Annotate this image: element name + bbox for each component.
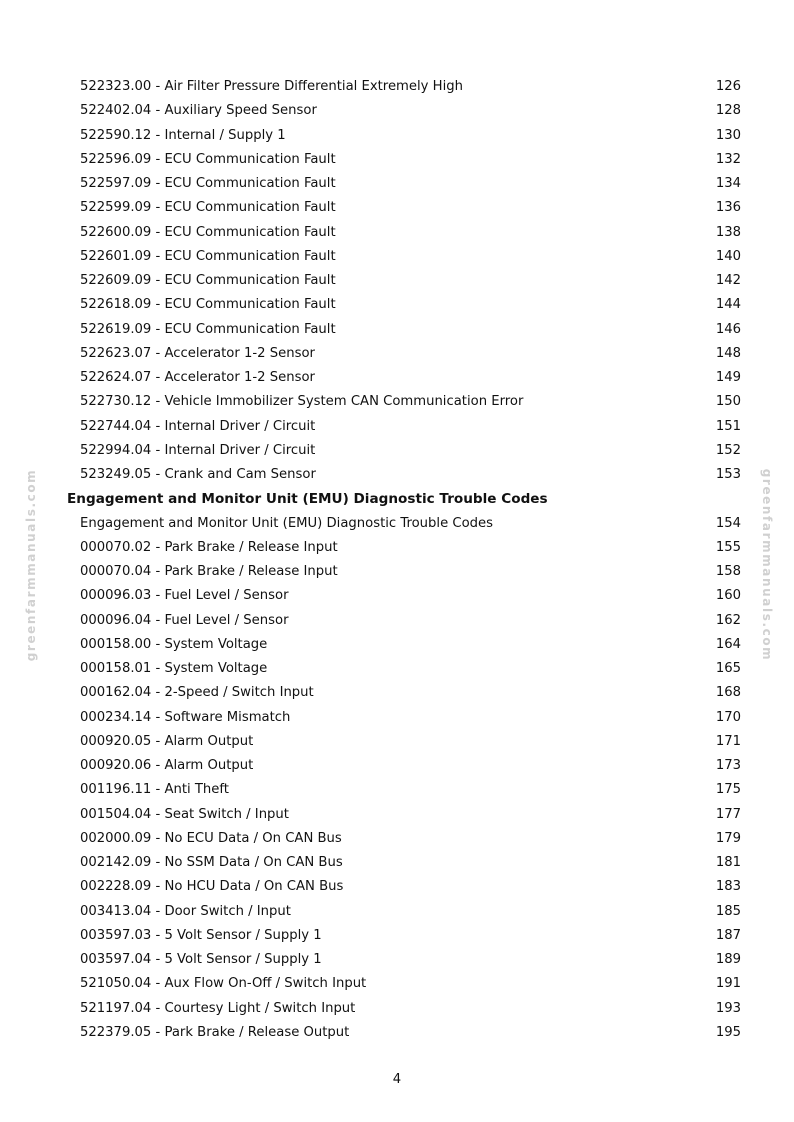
toc-entry-title: 522590.12 - Internal / Supply 1	[80, 127, 286, 143]
toc-entry-page: 142	[715, 273, 741, 288]
toc-entry-title: 522323.00 - Air Filter Pressure Differential Extremely High	[80, 79, 463, 94]
toc-entry-page: 171	[715, 733, 741, 749]
toc-entry[interactable]	[0, 633, 794, 657]
toc-entry-page: 154	[715, 515, 741, 531]
toc-entry[interactable]	[0, 560, 794, 584]
toc-entry-page: 191	[715, 976, 741, 992]
toc-entry[interactable]	[0, 221, 794, 245]
toc-entry[interactable]	[0, 584, 794, 608]
toc-entry-page: 175	[715, 782, 741, 798]
toc-entry-title: 521050.04 - Aux Flow On-Off / Switch Input	[80, 976, 367, 992]
toc-entry[interactable]	[0, 778, 794, 802]
toc-entry[interactable]	[0, 99, 794, 123]
toc-entry-title: 000162.04 - 2-Speed / Switch Input	[80, 685, 314, 701]
toc-entry-title: 522623.07 - Accelerator 1-2 Sensor	[80, 345, 315, 361]
table-of-contents	[0, 75, 794, 1045]
toc-entry-page: 170	[715, 709, 741, 725]
toc-entry-page: 177	[715, 806, 741, 822]
toc-entry-page: 132	[715, 151, 741, 167]
toc-entry[interactable]	[0, 196, 794, 220]
toc-entry[interactable]	[0, 124, 794, 148]
toc-entry-title: 000234.14 - Software Mismatch	[80, 709, 291, 725]
toc-entry-page: 148	[715, 345, 741, 361]
toc-entry-title: 000096.03 - Fuel Level / Sensor	[80, 588, 289, 604]
page-number: 4	[392, 1072, 402, 1087]
toc-entry[interactable]	[0, 148, 794, 172]
toc-entry-title: 003413.04 - Door Switch / Input	[80, 903, 291, 919]
toc-entry-title: 000070.02 - Park Brake / Release Input	[80, 539, 338, 555]
toc-entry-title: 522596.09 - ECU Communication Fault	[80, 151, 336, 167]
toc-entry-title: 003597.04 - 5 Volt Sensor / Supply 1	[80, 952, 322, 967]
toc-entry-page: 153	[715, 467, 741, 482]
toc-entry[interactable]	[0, 851, 794, 875]
toc-entry-page: 144	[715, 297, 741, 313]
toc-entry-title: 002000.09 - No ECU Data / On CAN Bus	[80, 830, 342, 846]
toc-entry-page: 155	[715, 539, 741, 555]
toc-entry-title: Engagement and Monitor Unit (EMU) Diagnostic Trouble Codes	[80, 515, 494, 531]
toc-entry-page: 152	[715, 442, 741, 458]
toc-entry[interactable]	[0, 536, 794, 560]
toc-entry-title: 521197.04 - Courtesy Light / Switch Input	[80, 1000, 356, 1016]
toc-entry-title: 522730.12 - Vehicle Immobilizer System CAN Communication Error	[80, 394, 524, 410]
toc-entry-page: 187	[715, 927, 741, 943]
toc-entry-title: 001196.11 - Anti Theft	[80, 782, 229, 798]
toc-section-heading	[0, 487, 794, 511]
toc-entry[interactable]	[0, 875, 794, 899]
toc-entry-title: 522609.09 - ECU Communication Fault	[80, 273, 336, 288]
toc-entry-title: 522994.04 - Internal Driver / Circuit	[80, 442, 316, 458]
toc-entry-page: 183	[715, 879, 741, 895]
toc-entry[interactable]	[0, 681, 794, 705]
toc-entry-page: 164	[715, 636, 741, 652]
toc-entry-title: 000070.04 - Park Brake / Release Input	[80, 564, 338, 579]
toc-entry[interactable]	[0, 827, 794, 851]
toc-entry-page: 189	[715, 952, 741, 967]
toc-entry[interactable]	[0, 609, 794, 633]
toc-entry-title: 522618.09 - ECU Communication Fault	[80, 297, 336, 313]
toc-entry-title: 522599.09 - ECU Communication Fault	[80, 200, 336, 216]
toc-entry[interactable]	[0, 512, 794, 536]
toc-entry-title: 522624.07 - Accelerator 1-2 Sensor	[80, 370, 315, 385]
toc-entry-page: 165	[715, 661, 741, 676]
toc-entry[interactable]	[0, 924, 794, 948]
toc-entry-page: 168	[715, 685, 741, 701]
toc-entry-page: 185	[715, 903, 741, 919]
toc-entry[interactable]	[0, 463, 794, 487]
toc-entry[interactable]	[0, 754, 794, 778]
toc-entry-title: 522601.09 - ECU Communication Fault	[80, 248, 336, 264]
toc-entry-title: 522619.09 - ECU Communication Fault	[80, 321, 336, 337]
toc-entry-title: 523249.05 - Crank and Cam Sensor	[80, 467, 316, 482]
toc-entry-page: 126	[715, 79, 741, 94]
toc-entry-title: 000096.04 - Fuel Level / Sensor	[80, 612, 289, 628]
watermark-right: greenfarmmanuals.com	[760, 468, 774, 662]
toc-entry-title: 000158.01 - System Voltage	[80, 661, 268, 676]
toc-entry[interactable]	[0, 269, 794, 293]
toc-entry-title: Engagement and Monitor Unit (EMU) Diagnostic Trouble Codes	[67, 491, 548, 508]
toc-entry-page: 128	[715, 103, 741, 119]
toc-entry[interactable]	[0, 803, 794, 827]
toc-entry[interactable]	[0, 972, 794, 996]
toc-entry[interactable]	[0, 900, 794, 924]
toc-entry[interactable]	[0, 245, 794, 269]
toc-entry-page: 149	[715, 370, 741, 385]
toc-entry-page: 173	[715, 758, 741, 773]
toc-entry-page: 130	[715, 127, 741, 143]
toc-entry-title: 003597.03 - 5 Volt Sensor / Supply 1	[80, 927, 322, 943]
toc-entry[interactable]	[0, 948, 794, 972]
toc-entry-title: 522744.04 - Internal Driver / Circuit	[80, 418, 316, 434]
toc-entry[interactable]	[0, 730, 794, 754]
toc-entry[interactable]	[0, 706, 794, 730]
toc-entry-page: 140	[715, 248, 741, 264]
toc-entry-title: 000920.05 - Alarm Output	[80, 733, 254, 749]
toc-entry-page: 162	[715, 612, 741, 628]
toc-entry-title: 000920.06 - Alarm Output	[80, 758, 254, 773]
toc-entry-page: 195	[715, 1024, 741, 1040]
toc-entry[interactable]	[0, 75, 794, 99]
toc-entry-title: 522600.09 - ECU Communication Fault	[80, 224, 336, 240]
toc-entry-title: 522379.05 - Park Brake / Release Output	[80, 1024, 350, 1040]
toc-entry-page: 138	[715, 224, 741, 240]
toc-entry[interactable]	[0, 318, 794, 342]
toc-entry-page: 179	[715, 830, 741, 846]
toc-entry[interactable]	[0, 1021, 794, 1045]
toc-entry-page: 181	[715, 855, 741, 870]
toc-entry-title: 000158.00 - System Voltage	[80, 636, 268, 652]
toc-entry[interactable]	[0, 415, 794, 439]
toc-entry[interactable]	[0, 172, 794, 196]
toc-entry[interactable]	[0, 390, 794, 414]
toc-entry-page: 151	[715, 418, 741, 434]
toc-entry[interactable]	[0, 366, 794, 390]
toc-entry[interactable]	[0, 657, 794, 681]
toc-entry-page: 150	[715, 394, 741, 410]
toc-entry-title: 522597.09 - ECU Communication Fault	[80, 176, 336, 191]
toc-entry[interactable]	[0, 997, 794, 1021]
toc-entry[interactable]	[0, 439, 794, 463]
toc-entry-title: 522402.04 - Auxiliary Speed Sensor	[80, 103, 317, 119]
toc-entry[interactable]	[0, 293, 794, 317]
toc-entry-page: 193	[715, 1000, 741, 1016]
watermark-left: greenfarmmanuals.com	[24, 468, 38, 662]
toc-entry-page: 134	[715, 176, 741, 191]
toc-entry[interactable]	[0, 342, 794, 366]
toc-entry-page: 136	[715, 200, 741, 216]
toc-entry-page: 158	[715, 564, 741, 579]
toc-entry-title: 002142.09 - No SSM Data / On CAN Bus	[80, 855, 343, 870]
toc-entry-page: 146	[715, 321, 741, 337]
toc-entry-title: 002228.09 - No HCU Data / On CAN Bus	[80, 879, 344, 895]
toc-entry-page: 160	[715, 588, 741, 604]
toc-entry-title: 001504.04 - Seat Switch / Input	[80, 806, 289, 822]
